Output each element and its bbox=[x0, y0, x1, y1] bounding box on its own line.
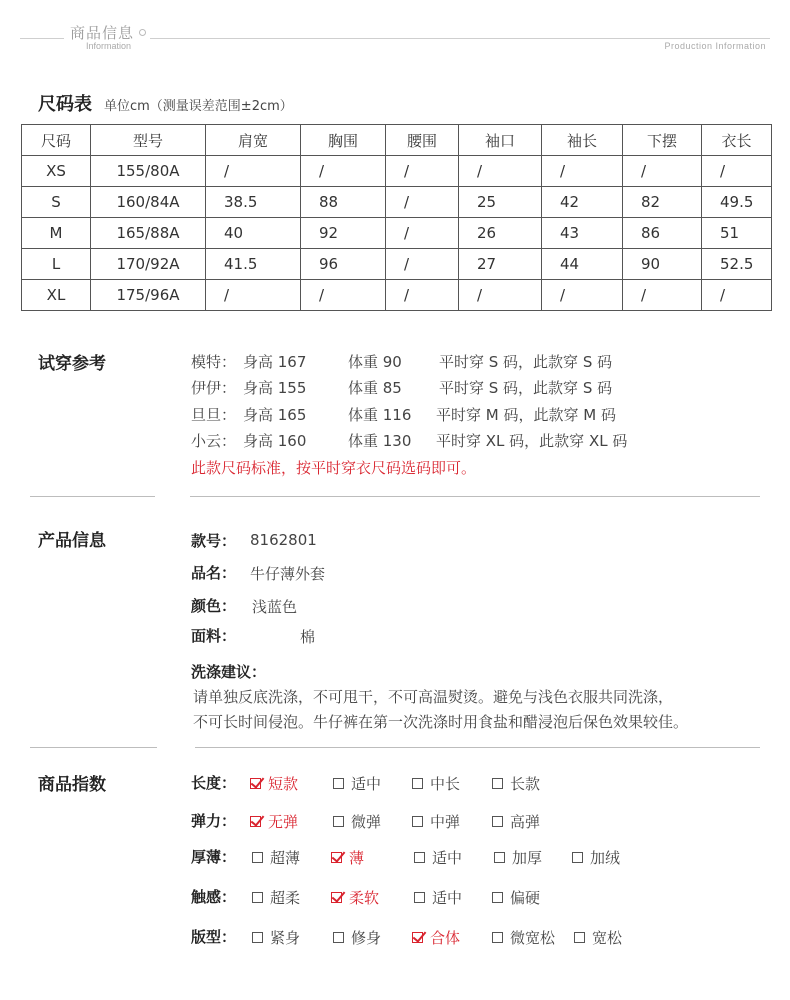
header-subtitle: Information bbox=[86, 41, 132, 51]
size-table-header-cell: 腰围 bbox=[386, 125, 459, 156]
size-table-row bbox=[22, 280, 772, 311]
index-option-label: 修身 bbox=[351, 929, 382, 947]
index-option-label: 适中 bbox=[432, 849, 463, 867]
index-option-label: 适中 bbox=[351, 775, 382, 793]
size-table-cell: / bbox=[301, 280, 386, 311]
size-table-unit: 单位cm（测量误差范围±2cm） bbox=[104, 99, 293, 114]
index-option-label: 高弹 bbox=[510, 813, 541, 831]
divider-left-1 bbox=[30, 496, 155, 497]
try-on-title: 试穿参考 bbox=[38, 354, 106, 374]
divider-left-2 bbox=[30, 747, 157, 748]
index-title: 商品指数 bbox=[38, 775, 106, 795]
header-rule-right bbox=[150, 38, 770, 39]
checkbox-icon bbox=[252, 932, 263, 943]
checkbox-icon bbox=[333, 816, 344, 827]
size-table-row bbox=[22, 218, 772, 249]
size-table-cell: 25 bbox=[459, 187, 542, 218]
header-title: 商品信息 bbox=[70, 24, 135, 42]
index-label: 厚薄： bbox=[191, 848, 237, 866]
index-option-label: 加厚 bbox=[512, 849, 543, 867]
header-dot-icon bbox=[139, 29, 146, 36]
size-table-cell: / bbox=[386, 187, 459, 218]
size-table-cell: 96 bbox=[301, 249, 386, 280]
index-option bbox=[494, 847, 542, 868]
checkbox-icon bbox=[252, 892, 263, 903]
try-on-height: 身高 160 bbox=[243, 432, 307, 450]
index-option-label: 中长 bbox=[430, 775, 461, 793]
size-table-cell: 170/92A bbox=[91, 249, 206, 280]
checked-box-icon bbox=[331, 892, 342, 903]
index-option-label: 微宽松 bbox=[510, 929, 556, 947]
size-table-cell: / bbox=[386, 249, 459, 280]
checkbox-icon bbox=[572, 852, 583, 863]
size-table-cell: / bbox=[206, 156, 301, 187]
index-option-label: 合体 bbox=[430, 929, 461, 947]
index-option bbox=[492, 773, 540, 794]
divider-right-1 bbox=[190, 496, 760, 497]
size-table-cell: 40 bbox=[206, 218, 301, 249]
info-value: 浅蓝色 bbox=[252, 598, 298, 616]
index-label: 版型： bbox=[191, 928, 237, 946]
size-table-cell: 165/88A bbox=[91, 218, 206, 249]
wash-label: 洗涤建议： bbox=[191, 663, 267, 681]
try-on-weight: 体重 90 bbox=[348, 353, 402, 371]
size-table-cell: / bbox=[386, 156, 459, 187]
size-table-title: 尺码表 bbox=[38, 94, 92, 115]
checked-box-icon bbox=[331, 852, 342, 863]
checkbox-icon bbox=[333, 932, 344, 943]
size-table-cell: 92 bbox=[301, 218, 386, 249]
index-option-label: 短款 bbox=[268, 775, 299, 793]
size-table-header-cell: 下摆 bbox=[623, 125, 702, 156]
try-on-fit: 平时穿 S 码，此款穿 S 码 bbox=[439, 353, 613, 371]
index-option bbox=[412, 811, 460, 832]
checkbox-icon bbox=[494, 852, 505, 863]
index-option-label: 长款 bbox=[510, 775, 541, 793]
info-label: 面料： bbox=[191, 627, 237, 645]
size-table-cell: 52.5 bbox=[702, 249, 772, 280]
checkbox-icon bbox=[412, 816, 423, 827]
checkbox-icon bbox=[252, 852, 263, 863]
size-table-cell: M bbox=[22, 218, 91, 249]
try-on-model-name: 小云： bbox=[191, 432, 237, 450]
checkbox-icon bbox=[574, 932, 585, 943]
try-on-note: 此款尺码标准，按平时穿衣尺码选码即可。 bbox=[191, 459, 477, 477]
size-table-cell: 86 bbox=[623, 218, 702, 249]
index-option-label: 微弹 bbox=[351, 813, 382, 831]
checked-box-icon bbox=[250, 816, 261, 827]
size-table-cell: / bbox=[386, 280, 459, 311]
index-option-label: 偏硬 bbox=[510, 889, 541, 907]
index-option bbox=[333, 773, 381, 794]
info-value: 棉 bbox=[300, 628, 316, 646]
try-on-fit: 平时穿 XL 码，此款穿 XL 码 bbox=[436, 432, 628, 450]
try-on-model-name: 旦旦： bbox=[191, 406, 237, 424]
size-table-cell: 38.5 bbox=[206, 187, 301, 218]
index-option bbox=[252, 887, 300, 908]
index-option bbox=[250, 811, 298, 832]
checkbox-icon bbox=[414, 892, 425, 903]
info-value: 8162801 bbox=[250, 531, 317, 549]
index-option bbox=[492, 927, 555, 948]
size-table-cell: / bbox=[623, 280, 702, 311]
size-table bbox=[21, 124, 772, 311]
size-table-cell: / bbox=[623, 156, 702, 187]
header-rule-left bbox=[20, 38, 64, 39]
size-table-cell: / bbox=[702, 156, 772, 187]
size-table-cell: 175/96A bbox=[91, 280, 206, 311]
index-option bbox=[331, 887, 379, 908]
checkbox-icon bbox=[492, 816, 503, 827]
index-option bbox=[333, 811, 381, 832]
info-label: 款号： bbox=[191, 532, 237, 550]
size-table-header-cell: 袖长 bbox=[542, 125, 623, 156]
checked-box-icon bbox=[412, 932, 423, 943]
index-option-label: 紧身 bbox=[270, 929, 301, 947]
index-option-label: 宽松 bbox=[592, 929, 623, 947]
checkbox-icon bbox=[492, 778, 503, 789]
size-table-cell: / bbox=[542, 280, 623, 311]
size-table-cell: XL bbox=[22, 280, 91, 311]
index-option-label: 柔软 bbox=[349, 889, 380, 907]
info-label: 颜色： bbox=[191, 597, 237, 615]
index-option bbox=[414, 887, 462, 908]
index-option bbox=[572, 847, 620, 868]
size-table-row bbox=[22, 187, 772, 218]
index-option-label: 加绒 bbox=[590, 849, 621, 867]
wash-line-1: 请单独反底洗涤，不可甩干，不可高温熨烫。避免与浅色衣服共同洗涤， bbox=[193, 688, 674, 706]
index-option-label: 超柔 bbox=[270, 889, 301, 907]
size-table-cell: S bbox=[22, 187, 91, 218]
size-table-cell: 49.5 bbox=[702, 187, 772, 218]
try-on-weight: 体重 85 bbox=[348, 379, 402, 397]
product-info-title: 产品信息 bbox=[38, 531, 106, 551]
size-table-cell: 82 bbox=[623, 187, 702, 218]
size-table-cell: 41.5 bbox=[206, 249, 301, 280]
size-table-cell: 44 bbox=[542, 249, 623, 280]
size-table-cell: / bbox=[386, 218, 459, 249]
size-table-cell: / bbox=[459, 156, 542, 187]
index-label: 长度： bbox=[191, 774, 237, 792]
checkbox-icon bbox=[333, 778, 344, 789]
index-option-label: 无弹 bbox=[268, 813, 299, 831]
size-table-cell: 88 bbox=[301, 187, 386, 218]
size-table-cell: 42 bbox=[542, 187, 623, 218]
index-option bbox=[331, 847, 364, 868]
size-table-cell: / bbox=[702, 280, 772, 311]
info-label: 品名： bbox=[191, 564, 237, 582]
size-table-cell: / bbox=[459, 280, 542, 311]
size-table-cell: / bbox=[542, 156, 623, 187]
try-on-weight: 体重 116 bbox=[348, 406, 412, 424]
size-table-header-row bbox=[22, 125, 772, 156]
checked-box-icon bbox=[250, 778, 261, 789]
size-table-cell: 26 bbox=[459, 218, 542, 249]
header-right-label: Production Information bbox=[664, 41, 766, 51]
index-option bbox=[252, 927, 300, 948]
wash-line-2: 不可长时间侵泡。牛仔裤在第一次洗涤时用食盐和醋浸泡后保色效果较佳。 bbox=[193, 713, 689, 731]
size-table-cell: 160/84A bbox=[91, 187, 206, 218]
index-option bbox=[574, 927, 622, 948]
size-table-cell: / bbox=[301, 156, 386, 187]
index-option bbox=[250, 773, 298, 794]
try-on-height: 身高 165 bbox=[243, 406, 307, 424]
size-table-cell: 27 bbox=[459, 249, 542, 280]
index-option bbox=[252, 847, 300, 868]
try-on-height: 身高 167 bbox=[243, 353, 307, 371]
index-option bbox=[412, 927, 460, 948]
size-table-cell: / bbox=[206, 280, 301, 311]
index-option-label: 薄 bbox=[349, 849, 365, 867]
size-table-row bbox=[22, 249, 772, 280]
checkbox-icon bbox=[492, 892, 503, 903]
index-label: 触感： bbox=[191, 888, 237, 906]
size-table-cell: XS bbox=[22, 156, 91, 187]
try-on-weight: 体重 130 bbox=[348, 432, 412, 450]
index-option bbox=[492, 811, 540, 832]
checkbox-icon bbox=[414, 852, 425, 863]
size-table-cell: 90 bbox=[623, 249, 702, 280]
size-table-header-cell: 袖口 bbox=[459, 125, 542, 156]
index-label: 弹力： bbox=[191, 812, 237, 830]
index-option-label: 中弹 bbox=[430, 813, 461, 831]
info-value: 牛仔薄外套 bbox=[250, 565, 326, 583]
index-option-label: 适中 bbox=[432, 889, 463, 907]
try-on-height: 身高 155 bbox=[243, 379, 307, 397]
size-table-header-cell: 型号 bbox=[91, 125, 206, 156]
index-option bbox=[333, 927, 381, 948]
size-table-cell: 51 bbox=[702, 218, 772, 249]
size-table-header-cell: 肩宽 bbox=[206, 125, 301, 156]
index-option bbox=[492, 887, 540, 908]
checkbox-icon bbox=[412, 778, 423, 789]
size-table-header-cell: 衣长 bbox=[702, 125, 772, 156]
try-on-model-name: 模特： bbox=[191, 353, 237, 371]
index-option bbox=[414, 847, 462, 868]
checkbox-icon bbox=[492, 932, 503, 943]
size-table-cell: 43 bbox=[542, 218, 623, 249]
size-table-cell: 155/80A bbox=[91, 156, 206, 187]
divider-right-2 bbox=[195, 747, 760, 748]
try-on-fit: 平时穿 M 码，此款穿 M 码 bbox=[436, 406, 616, 424]
index-option bbox=[412, 773, 460, 794]
size-table-cell: L bbox=[22, 249, 91, 280]
try-on-model-name: 伊伊： bbox=[191, 379, 237, 397]
size-table-header-cell: 尺码 bbox=[22, 125, 91, 156]
size-table-row bbox=[22, 156, 772, 187]
size-table-header-cell: 胸围 bbox=[301, 125, 386, 156]
index-option-label: 超薄 bbox=[270, 849, 301, 867]
try-on-fit: 平时穿 S 码，此款穿 S 码 bbox=[439, 379, 613, 397]
